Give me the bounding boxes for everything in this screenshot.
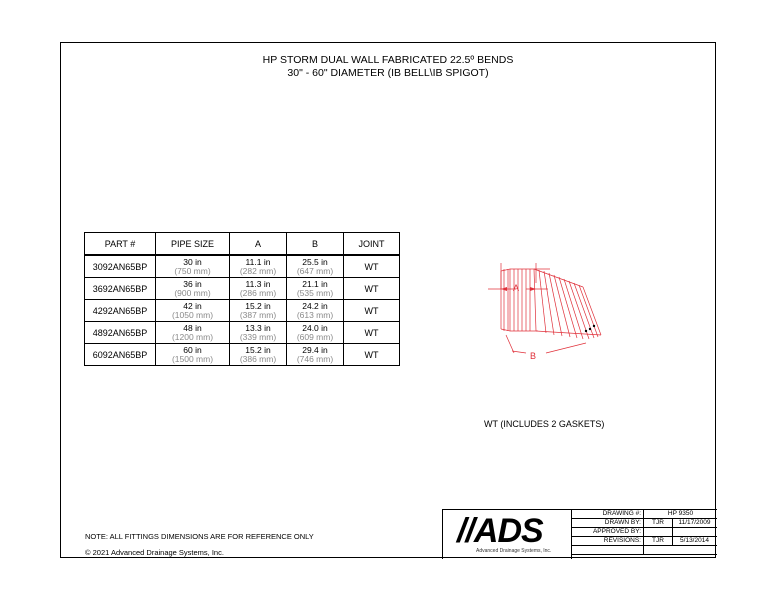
info-row-drawn (572, 519, 717, 528)
blank-cell (572, 546, 644, 554)
logo-subtitle: Advanced Drainage Systems, Inc. (476, 548, 552, 554)
pipe-size-cell (156, 300, 230, 322)
drawing-number-label: DRAWING #: (572, 510, 644, 518)
part-number-cell: 6092AN65BP (85, 344, 156, 366)
dim-a-cell (230, 344, 287, 366)
diagram-caption: WT (INCLUDES 2 GASKETS) (484, 419, 605, 429)
dim-b-in: 25.5 in (302, 256, 328, 267)
dim-b-mm: (535 mm) (296, 287, 334, 298)
dim-b-cell (287, 255, 344, 278)
bend-diagram (486, 233, 616, 373)
drawing-info (572, 510, 717, 555)
dim-b-in: 24.2 in (302, 300, 328, 311)
dim-b-in: 24.0 in (302, 322, 328, 333)
part-number-cell: 4892AN65BP (85, 322, 156, 344)
pipe-size-cell (156, 278, 230, 300)
dim-b-cell (287, 344, 344, 366)
title-line-2: 30" - 60" DIAMETER (IB BELL\IB SPIGOT) (287, 67, 489, 79)
pipe-size-mm: (1200 mm) (171, 331, 214, 342)
dim-a-cell (230, 255, 287, 278)
table-header-row (85, 233, 400, 256)
dim-a-mm: (387 mm) (239, 309, 277, 320)
joint-cell: WT (344, 322, 400, 344)
dim-a-mm: (339 mm) (239, 331, 277, 342)
drawing-sheet (60, 42, 716, 558)
joint-cell: WT (344, 344, 400, 366)
drawn-date: 11/17/2009 (678, 519, 711, 526)
info-row-blank (572, 546, 717, 555)
bend-fitting-outline (488, 263, 601, 353)
dim-b-mm: (613 mm) (296, 309, 334, 320)
title-block (442, 509, 717, 559)
info-row-approved (572, 528, 717, 537)
joint-cell: WT (344, 278, 400, 300)
drawing-number-value: HP 9350 (667, 510, 694, 517)
copyright-text: © 2021 Advanced Drainage Systems, Inc. (85, 548, 224, 557)
dim-a-mm: (282 mm) (239, 265, 277, 276)
header-pipe-size: PIPE SIZE (156, 233, 230, 256)
pipe-size-mm: (1050 mm) (171, 309, 214, 320)
pipe-size-cell (156, 255, 230, 278)
dim-b-cell (287, 300, 344, 322)
part-number-cell: 3692AN65BP (85, 278, 156, 300)
dim-b-in: 21.1 in (302, 278, 328, 289)
header-b: B (287, 233, 344, 256)
info-row-drawing (572, 510, 717, 519)
joint-cell: WT (344, 255, 400, 278)
logo-mark: //ADS (457, 512, 543, 550)
header-joint: JOINT (344, 233, 400, 256)
pipe-size-cell (156, 322, 230, 344)
dim-b-cell (287, 322, 344, 344)
parts-table (84, 232, 400, 366)
dim-b-in: 29.4 in (302, 344, 328, 355)
approved-date (672, 528, 717, 536)
header-a: A (230, 233, 287, 256)
table-row (85, 322, 400, 344)
table-row (85, 255, 400, 278)
part-number-cell: 3092AN65BP (85, 255, 156, 278)
dim-b-mm: (647 mm) (296, 265, 334, 276)
dim-a-mm: (386 mm) (239, 353, 277, 364)
dim-a-in: 11.3 in (245, 278, 271, 289)
reference-note: NOTE: ALL FITTINGS DIMENSIONS ARE FOR REFERENCE ONLY (85, 532, 314, 541)
table-row (85, 344, 400, 366)
pipe-size-mm: (1500 mm) (171, 353, 214, 364)
dim-a-cell (230, 300, 287, 322)
drawn-by-label: DRAWN BY: (572, 519, 644, 527)
part-number-cell: 4292AN65BP (85, 300, 156, 322)
title-line-1: HP STORM DUAL WALL FABRICATED 22.5º BENDS (262, 54, 514, 66)
pipe-size-in: 48 in (183, 322, 202, 333)
revisions-label: REVISIONS: (572, 537, 644, 545)
dim-b-mm: (609 mm) (296, 331, 334, 342)
dim-a-in: 15.2 in (245, 300, 271, 311)
pipe-size-mm: (900 mm) (174, 287, 211, 298)
table-row (85, 278, 400, 300)
pipe-size-cell (156, 344, 230, 366)
table-row (85, 300, 400, 322)
dim-a-in: 13.3 in (245, 322, 271, 333)
pipe-size-in: 36 in (183, 278, 202, 289)
pipe-size-mm: (750 mm) (174, 265, 211, 276)
dim-a-mm: (286 mm) (239, 287, 277, 298)
dim-a-cell (230, 322, 287, 344)
revisions-initials: TJR (644, 537, 673, 545)
dim-a-in: 15.2 in (245, 344, 271, 355)
revisions-date: 5/13/2014 (680, 537, 709, 544)
approved-by-label: APPROVED BY: (572, 528, 644, 536)
ads-logo (443, 510, 572, 559)
info-row-revisions (572, 537, 717, 546)
pipe-size-in: 30 in (183, 256, 202, 267)
pipe-size-in: 60 in (183, 344, 202, 355)
dim-a-cell (230, 278, 287, 300)
drawing-title (61, 54, 715, 80)
approved-by-initials (644, 528, 673, 536)
dim-a-in: 11.1 in (245, 256, 271, 267)
dim-b-mm: (746 mm) (296, 353, 334, 364)
drawn-by-initials: TJR (644, 519, 673, 527)
header-part: PART # (85, 233, 156, 256)
pipe-size-in: 42 in (183, 300, 202, 311)
dimension-b-label: B (530, 351, 537, 361)
dimension-a-label: A (513, 283, 520, 293)
dim-b-cell (287, 278, 344, 300)
joint-cell: WT (344, 300, 400, 322)
